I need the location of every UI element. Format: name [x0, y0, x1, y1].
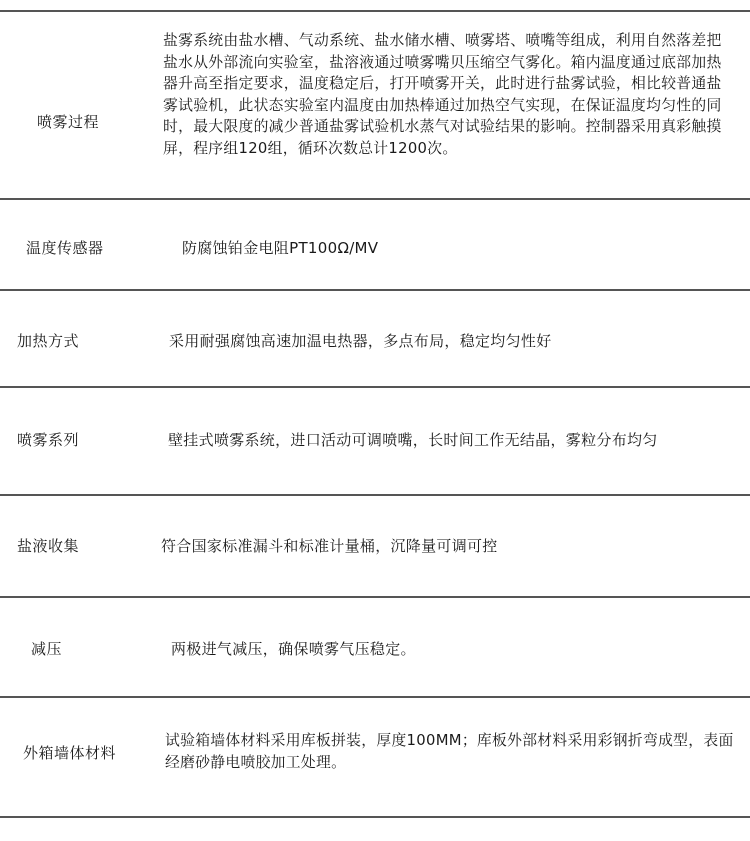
- spec-value: 符合国家标准漏斗和标准计量桶，沉降量可调可控: [161, 537, 498, 555]
- spec-row-heating-method: [0, 291, 750, 386]
- spec-value: 采用耐强腐蚀高速加温电热器，多点布局，稳定均匀性好: [169, 332, 552, 350]
- spec-label: 喷雾过程: [37, 113, 100, 131]
- spec-label: 喷雾系列: [17, 431, 80, 449]
- spec-row-temperature-sensor: [0, 200, 750, 289]
- spec-row-spray-process: [0, 12, 750, 198]
- spec-row-salt-collection: [0, 496, 750, 596]
- spec-label: 盐液收集: [17, 537, 80, 555]
- spec-value: 盐雾系统由盐水槽、气动系统、盐水储水槽、喷雾塔、喷嘴等组成，利用自然落差把盐水从外部流向实验室，盐溶液通过喷雾嘴贝压缩空气雾化。箱内温度通过底部加热器升高至指定要求，温度稳定后，打开喷雾开关，此时进行盐雾试验，相比较普通盐雾试验机，此状态实验室内温度由加热棒通过加热空气实现，在保证温度均匀性的同时，最大限度的减少普通盐雾试验机水蒸气对试验结果的影响。控制器采用真彩触摸屏，程序组120组，循环次数总计1200次。: [163, 32, 722, 157]
- spec-label: 外箱墙体材料: [23, 744, 117, 762]
- spec-row-spray-series: [0, 388, 750, 494]
- spec-value: 防腐蚀铂金电阻PT100Ω/MV: [182, 239, 379, 257]
- spec-value: 两极进气减压，确保喷雾气压稳定。: [171, 640, 416, 658]
- spec-row-decompression: [0, 598, 750, 696]
- spec-value: 壁挂式喷雾系统，进口活动可调喷嘴，长时间工作无结晶，雾粒分布均匀: [168, 431, 658, 449]
- row-divider: [0, 816, 750, 818]
- spec-label: 减压: [31, 640, 63, 658]
- spec-label: 温度传感器: [26, 239, 104, 257]
- spec-row-outer-wall-material: [0, 698, 750, 816]
- spec-label: 加热方式: [17, 332, 80, 350]
- spec-value: 试验箱墙体材料采用库板拼装，厚度100MM；库板外部材料采用彩钢折弯成型，表面经磨砂静电喷胶加工处理。: [165, 732, 734, 771]
